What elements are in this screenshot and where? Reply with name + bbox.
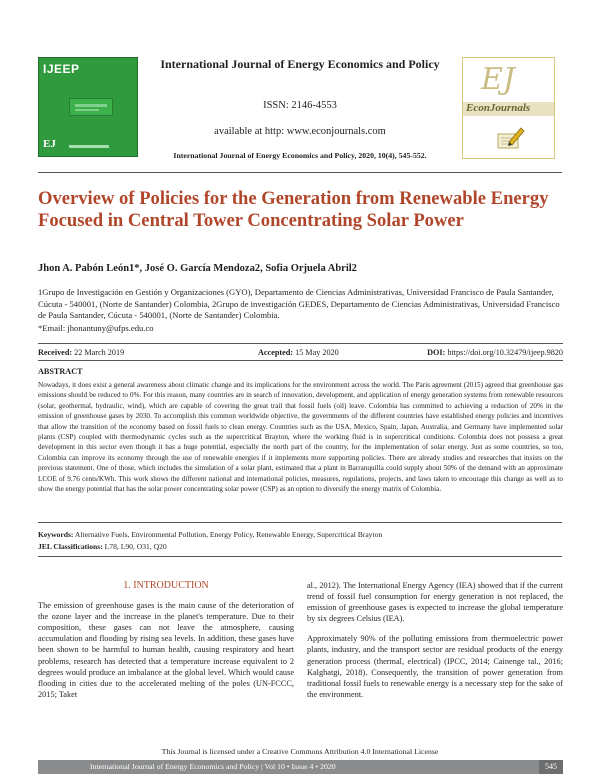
footer-journal-info: International Journal of Energy Economics and Policy | Vol 10 • Issue 4 • 2020: [90, 762, 336, 771]
logo-word: EconJournals: [466, 102, 531, 114]
doi-label: DOI:: [427, 348, 446, 357]
jel-label: JEL Classifications:: [38, 542, 103, 551]
keywords-value: Alternative Fuels, Environmental Pollution, Energy Policy, Renewable Energy, Supercritical Brayton: [73, 530, 383, 539]
body-column-right: [307, 580, 563, 709]
doi-link[interactable]: https://doi.org/10.32479/ijeep.9820: [447, 348, 563, 357]
cover-subtitle-line: [69, 145, 109, 148]
license-notice: This Journal is licensed under a Creative Commons Attribution 4.0 International License: [161, 747, 439, 756]
body-paragraph: The emission of greenhouse gases is the main cause of the deterioration of the ozone layer and the increase in the planet's temperature. Due to their composition, these gases can not leave the atmosphere, causing accumulation and flooding by rising sea levels. In addition, these gases have been shown to be harmful to human health, causing respiratory and heart problems, research has detected that a temperature increase equivalent to 2 degrees would produce an imbalance at the global level. Which would cause flooding in cities due to the accelerated melting of the poles (UN-FCCC, 2015; Taket: [38, 601, 294, 699]
body-column-left: [38, 580, 294, 709]
cover-mark: EJ: [43, 138, 56, 150]
received-value: 22 March 2019: [74, 348, 125, 357]
received-label: Received:: [38, 348, 73, 357]
keywords: [38, 530, 382, 539]
keywords-label: Keywords:: [38, 530, 74, 539]
article-authors: Jhon A. Pabón León1*, José O. García Mendoza2, Sofia Orjuela Abril2: [38, 263, 357, 274]
cover-title: IJEEP: [43, 62, 80, 76]
body-paragraph: Approximately 90% of the polluting emissions from thermoelectric power plants, industry, and the transport sector are residual products of the energy generation process (thermal, electrical) (IPCC, 2014; Cainenge tal., 2016; Kalghatgi, 2018). Consequently, the transition of power generation from traditional fossil fuels to renewable energy is a necessary step for the sake of the environment.: [307, 634, 563, 699]
cover-graphic-line: [75, 109, 99, 111]
body-paragraph: al., 2012). The International Energy Agency (IEA) showed that if the current trend of fossil fuel consumption for energy generation is not replaced, the emission of greenhouse gases is expected to increase the global temperature by six degrees Celsius (IEA).: [307, 581, 563, 624]
accepted-date: [258, 348, 339, 357]
article-dates: [38, 343, 563, 361]
logo-letters: EJ: [481, 62, 515, 97]
abstract-heading: ABSTRACT: [38, 367, 83, 376]
abstract-text: Nowadays, it does exist a general awareness about climatic change and its implications for the environment across the world. The Paris agreement (2015) agreed that greenhouse gas emissions should be reduced to 0%. For this reason, many countries are in search of innovation, development, and application of energy generation systems from renewable resources (solar, geothermal, hydraulic, wind), which are capable of covering the great trail that fossil fuels (oil) leave. Colombia has committed to achieving a reduction of 20% in the emission of greenhouse gases by 2030. To accomplish this common worldwide objective, the governments of the different countries have established energy policies and incentives that allow the transition of the economy based on fossil fuels to clean energy. Countries such as the USA, Mexico, Spain, Japan, Australia, and Germany have implemented solar plants (CSP) coupled with thermodynamic cycles such as the supercritical Brayton, where the working fluid is in supercritical conditions. Colombia does not possess a great development in this sector even though it has a huge potential, especially the north part of the country, for the implementation of solar energy. Just as some countries, so too, Colombia can improve its economy through the use of renewable energies if it implements more supporting policies. There are already studies and researches that insists on the previous statement. One of those, which includes the simulation of a solar plant, estimated that a plant in Barranquilla could supply about 50% of the demand with an approximate LCOE of 9.76 cents/KWh. This work shows the different national and international policies, measures, regulations, projects, and laws taken to encourage this change as well as to show the energy potential that has the solar power concentrating solar power (CSP) as an option to diversify the energy matrix of Colombia.: [38, 381, 563, 494]
article-title: Overview of Policies for the Generation from Renewable Energy Focused in Central Tower Concentrating Solar Power: [38, 188, 549, 231]
econjournals-logo: [462, 57, 555, 159]
doi: [427, 348, 563, 357]
pencil-paper-icon: [495, 124, 525, 152]
issn: ISSN: 2146-4553: [263, 100, 337, 111]
cover-graphic: [69, 98, 113, 116]
journal-name: International Journal of Energy Economics and Policy: [160, 57, 440, 71]
author-affiliations: 1Grupo de Investigación en Gestión y Organizaciones (GYO), Departamento de Ciencias Administrativas, Universidad Francisco de Paula Santander, Cúcuta - 540001, (Norte de Santander) Colombia, 2Grupo de investigación GEDES, Departamento de Ciencias Administrativas, Universidad Francisco de Paula Santander, Cúcuta - 540001, (Norte de Santander) Colombia.: [38, 287, 560, 321]
section-heading: 1. INTRODUCTION: [123, 580, 209, 591]
accepted-value: 15 May 2020: [295, 348, 339, 357]
citation-line: International Journal of Energy Economics and Policy, 2020, 10(4), 545-552.: [173, 151, 427, 160]
corresponding-email: *Email: jhonantuny@ufps.edu.co: [38, 323, 154, 333]
keywords-divider: [38, 522, 562, 523]
header-divider: [38, 172, 562, 173]
footer-bar: [38, 760, 563, 774]
accepted-label: Accepted:: [258, 348, 294, 357]
jel-divider: [38, 556, 562, 557]
jel-value: L78, L90, O31, Q20: [102, 542, 167, 551]
cover-graphic-line: [75, 104, 107, 107]
journal-cover-image: [38, 57, 138, 157]
journal-website: available at http: www.econjournals.com: [214, 126, 386, 137]
received-date: [38, 348, 124, 357]
jel-classifications: [38, 542, 167, 551]
page-number: 545: [539, 760, 563, 774]
